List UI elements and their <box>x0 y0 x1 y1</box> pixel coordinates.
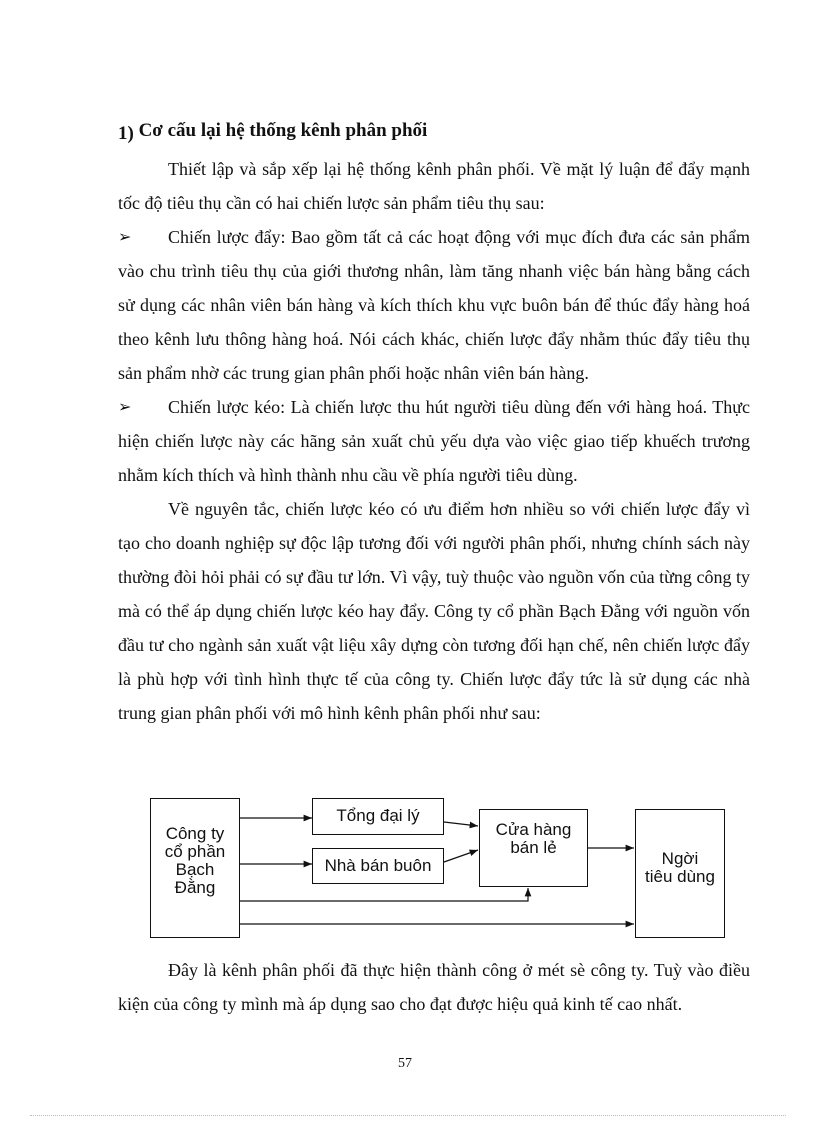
retailer-line: Cửa hàng <box>495 820 572 839</box>
wholesaler-label: Nhà bán buôn <box>324 856 432 875</box>
company-box <box>150 798 240 938</box>
arrow-wholesaler-to-retailer <box>444 850 478 862</box>
section-number: 1) <box>118 123 134 144</box>
company-line: Bạch <box>175 860 215 879</box>
intro-paragraph: Thiết lập và sắp xếp lại hệ thống kênh phân phối. Về mặt lý luận để đẩy mạnh tốc độ tiêu thụ cần có hai chiến lược sản phẩm tiêu thụ sau: <box>118 159 750 213</box>
retailer-line: bán lẻ <box>510 838 557 857</box>
bullet-pull-strategy <box>118 390 750 492</box>
bullet-push-text: Chiến lược đẩy: Bao gồm tất cả các hoạt động với mục đích đưa các sản phẩm vào chu trình tiêu thụ của giới thương nhân, làm tăng nhanh việc bán hàng bằng cách sử dụng các nhân viên bán hàng và kích thích khu vực buôn bán để thúc đẩy hàng hoá theo kênh lưu thông hàng hoá. Nói cách khác, chiến lược đẩy nhằm thúc đẩy tiêu thụ sản phẩm nhờ các trung gian phân phối hoặc nhân viên bán hàng. <box>118 227 750 383</box>
company-line: Đằng <box>174 878 216 897</box>
arrow-agent-to-retailer <box>444 822 478 826</box>
consumer-line: tiêu dùng <box>645 867 715 886</box>
arrowhead-bullet-icon: ➢ <box>118 397 132 416</box>
agent-label: Tổng đại lý <box>336 806 420 825</box>
body-block-2 <box>118 953 750 1021</box>
section-title: Cơ cấu lại hệ thống kênh phân phối <box>138 120 428 141</box>
retailer-box <box>479 809 588 887</box>
page-bottom-divider <box>30 1115 786 1116</box>
arrowhead-bullet-icon: ➢ <box>118 227 132 246</box>
principle-paragraph: Về nguyên tắc, chiến lược kéo có ưu điểm hơn nhiều so với chiến lược đẩy vì tạo cho doanh nghiệp sự độc lập tương đối với người phân phối, nhưng chính sách này thường đòi hỏi phải có sự đầu tư lớn. Vì vậy, tuỳ thuộc vào nguồn vốn của từng công ty mà có thể áp dụng chiến lược kéo hay đẩy. Công ty cổ phần Bạch Đằng với nguồn vốn đầu tư cho ngành sản xuất vật liệu xây dựng còn tương đối hạn chế, nên chiến lược đẩy là phù hợp với tình hình thực tế của công ty. Chiến lược đẩy tức là sử dụng các nhà trung gian phân phối với mô hình kênh phân phối như sau: <box>118 499 750 723</box>
wholesaler-box <box>312 848 444 884</box>
company-line: Công ty <box>165 824 225 843</box>
body-block-1 <box>118 152 750 730</box>
company-line: cổ phần <box>164 842 226 861</box>
section-heading <box>118 120 427 142</box>
consumer-box <box>635 809 725 938</box>
agent-box <box>312 798 444 835</box>
bullet-push-strategy <box>118 220 750 390</box>
distribution-channel-diagram <box>148 796 728 942</box>
consumer-line: Ngời <box>661 849 699 868</box>
page-number: 57 <box>398 1056 412 1071</box>
arrow-company-to-retailer-direct <box>240 888 528 901</box>
conclusion-paragraph: Đây là kênh phân phối đã thực hiện thành công ở mét sè công ty. Tuỳ vào điều kiện của công ty mình mà áp dụng sao cho đạt được hiệu quả kinh tế cao nhất. <box>118 960 750 1014</box>
bullet-pull-text: Chiến lược kéo: Là chiến lược thu hút người tiêu dùng đến với hàng hoá. Thực hiện chiến lược này các hãng sản xuất chủ yếu dựa vào việc giao tiếp khuếch trương nhằm kích thích và hình thành nhu cầu về phía người tiêu dùng. <box>118 397 750 485</box>
